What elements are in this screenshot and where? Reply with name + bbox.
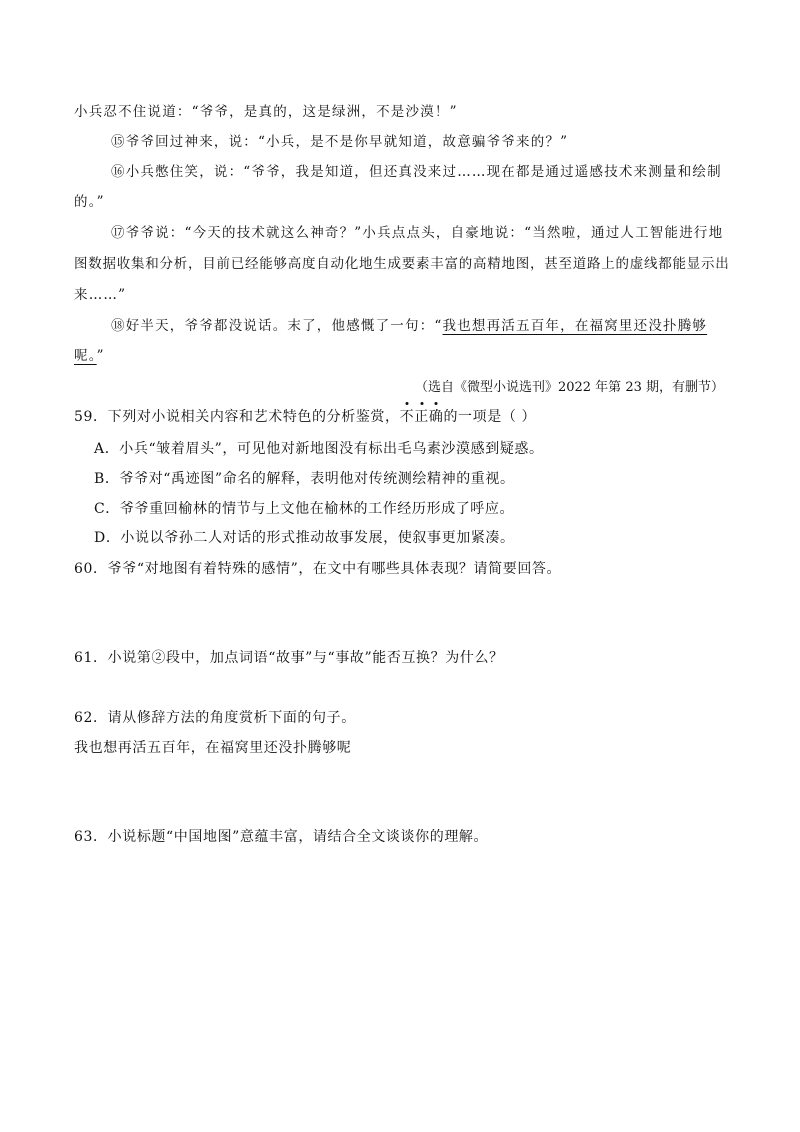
- story-paragraph-18-line-1: [111, 314, 707, 334]
- story-paragraph-18-prefix: ⑱好半天，爷爷都没说话。末了，他感慨了一句：“: [111, 318, 443, 334]
- question-59-option-b: B．爷爷对“禹迹图”命名的解释，表明他对传统测绘精神的重视。: [94, 471, 515, 487]
- quoted-sentence-underlined-end: 呢。: [74, 348, 97, 364]
- story-paragraph-14: 小兵忍不住说道：“爷爷，是真的，这是绿洲，不是沙漠！”: [74, 104, 458, 120]
- emphasis-dotted-char: 正: [414, 409, 429, 425]
- question-59-option-a: A．小兵“皱着眉头”，可见他对新地图没有标出毛乌素沙漠感到疑惑。: [94, 441, 544, 457]
- story-paragraph-17-line-3: 来……”: [74, 287, 127, 303]
- story-paragraph-16-line-1: ⑯小兵憋住笑，说：“爷爷，我是知道，但还真没来过……现在都是通过遥感技术来测量和绘制: [111, 164, 722, 180]
- question-59-stem: 59．下列对小说相关内容和艺术特色的分析鉴赏，不正确的一项是（ ）: [74, 409, 537, 425]
- story-paragraph-17-line-1: ⑰爷爷说：“今天的技术就这么神奇？”小兵点点头，自豪地说：“当然啦，通过人工智能进行地: [111, 225, 724, 241]
- emphasis-dotted-char: 确: [428, 409, 444, 425]
- question-61: 61．小说第②段中，加点词语“故事”与“事故”能否互换？为什么？: [74, 650, 504, 666]
- story-paragraph-15: ⑮爷爷回过神来，说：“小兵，是不是你早就知道，故意骗爷爷来的？”: [111, 134, 569, 150]
- story-paragraph-16-line-2: 的。”: [74, 194, 105, 210]
- story-paragraph-18-line-2: [74, 344, 105, 364]
- story-paragraph-17-line-2: 图数据收集和分析，目前已经能够高度自动化地生成要素丰富的高精地图，甚至道路上的虚线都能显示出: [74, 256, 730, 272]
- question-63: 63．小说标题“中国地图”意蕴丰富，请结合全文谈谈你的理解。: [74, 829, 489, 845]
- question-60: 60．爷爷“对地图有着特殊的感情”，在文中有哪些具体表现？请简要回答。: [74, 561, 562, 577]
- question-62-sentence: 我也想再活五百年，在福窝里还没扑腾够呢: [74, 740, 352, 756]
- closing-quote: ”: [96, 348, 105, 364]
- source-citation: （选自《微型小说选刊》2022 年第 23 期，有删节）: [414, 380, 724, 395]
- question-59-option-d: D．小说以爷孙二人对话的形式推动故事发展，使叙事更加紧凑。: [94, 530, 515, 546]
- question-62: 62．请从修辞方法的角度赏析下面的句子。: [74, 710, 356, 726]
- emphasis-dotted-char: 不: [399, 409, 415, 425]
- quoted-sentence-underlined: 我也想再活五百年，在福窝里还没扑腾够: [442, 318, 708, 334]
- question-59-option-c: C．爷爷重回榆林的情节与上文他在榆林的工作经历形成了呼应。: [94, 501, 515, 517]
